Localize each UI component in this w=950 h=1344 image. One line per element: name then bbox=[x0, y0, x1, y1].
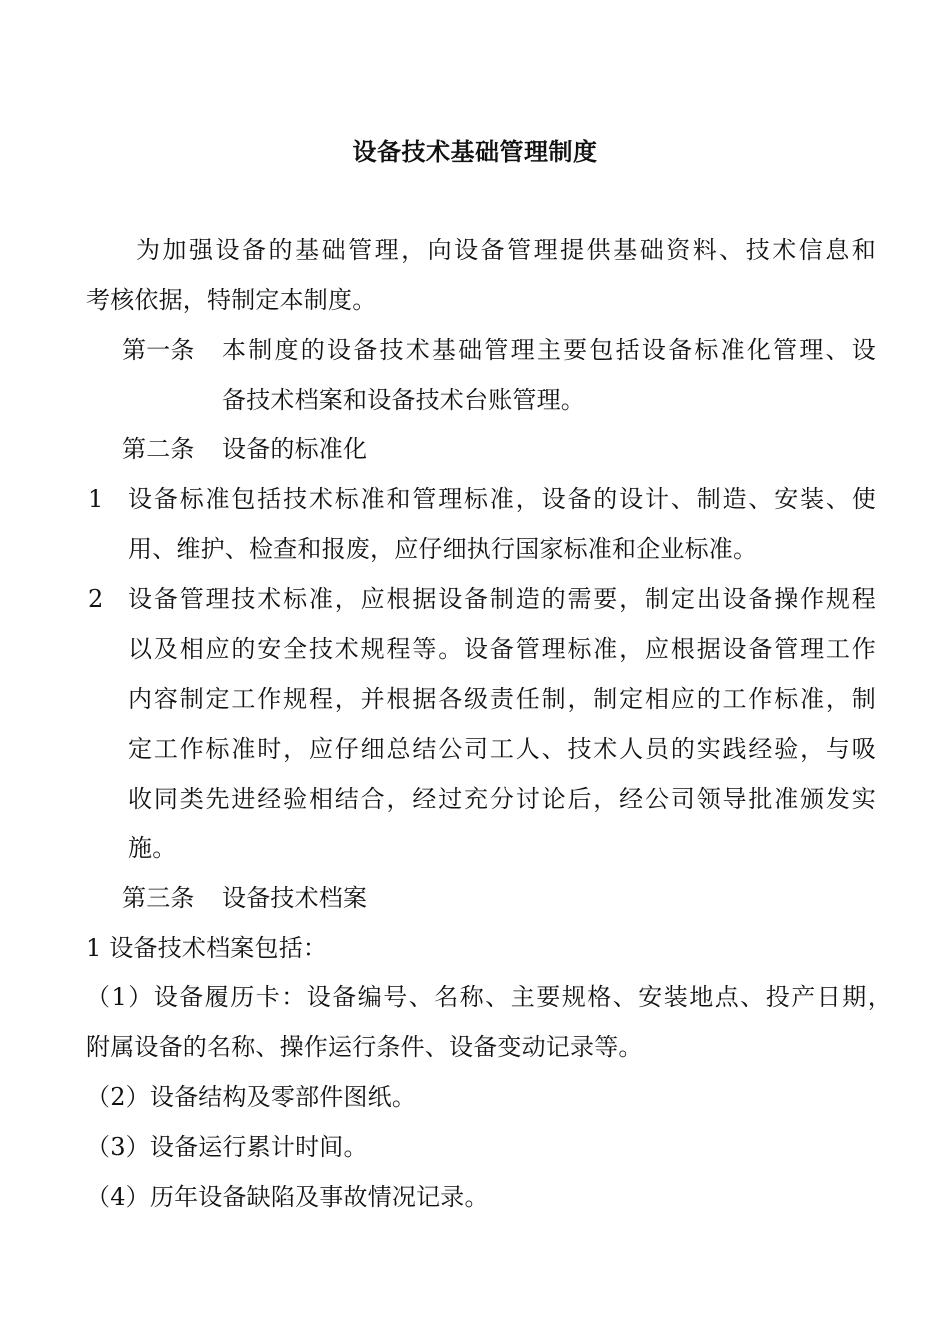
document-title: 设备技术基础管理制度 bbox=[352, 138, 598, 166]
article-2-item-2-line-6: 施。 bbox=[128, 834, 177, 862]
intro-line-2: 考核依据，特制定本制度。 bbox=[86, 286, 377, 314]
article-3-item-4: （4）历年设备缺陷及事故情况记录。 bbox=[86, 1183, 489, 1211]
article-3-sub-1: 1 设备技术档案包括： bbox=[86, 934, 328, 962]
article-3-item-2: （2）设备结构及零部件图纸。 bbox=[86, 1083, 417, 1111]
article-2-item-2-line-4: 定工作标准时，应仔细总结公司工人、技术人员的实践经验，与吸 bbox=[128, 735, 876, 763]
article-3-heading: 设备技术档案 bbox=[222, 884, 368, 912]
article-2-item-2-line-3: 内容制定工作规程，并根据各级责任制，制定相应的工作标准，制 bbox=[128, 685, 876, 713]
article-2-item-2-line-5: 收同类先进经验相结合，经过充分讨论后，经公司领导批准颁发实 bbox=[128, 785, 876, 813]
article-2-item-2-line-1: 设备管理技术标准，应根据设备制造的需要，制定出设备操作规程 bbox=[128, 585, 876, 613]
article-3-item-1-line-2: 附属设备的名称、操作运行条件、设备变动记录等。 bbox=[86, 1033, 643, 1061]
article-2-item-1-number: 1 bbox=[88, 485, 104, 513]
article-2-label: 第二条 bbox=[122, 435, 195, 463]
article-1-label: 第一条 bbox=[122, 336, 195, 364]
article-2-heading: 设备的标准化 bbox=[222, 435, 368, 463]
article-1-line-2: 备技术档案和设备技术台账管理。 bbox=[222, 386, 585, 414]
article-2-item-1-line-1: 设备标准包括技术标准和管理标准，设备的设计、制造、安装、使 bbox=[128, 485, 876, 513]
article-2-item-2-line-2: 以及相应的安全技术规程等。设备管理标准，应根据设备管理工作 bbox=[128, 635, 876, 663]
article-2-item-1-line-2: 用、维护、检查和报废，应仔细执行国家标准和企业标准。 bbox=[128, 535, 758, 563]
article-3-item-1-line-1: （1）设备履历卡：设备编号、名称、主要规格、安装地点、投产日期， bbox=[86, 983, 892, 1011]
article-3-label: 第三条 bbox=[122, 884, 195, 912]
article-1-line-1: 本制度的设备技术基础管理主要包括设备标准化管理、设 bbox=[222, 336, 876, 364]
intro-line-1: 为加强设备的基础管理，向设备管理提供基础资料、技术信息和 bbox=[136, 236, 876, 264]
article-3-item-3: （3）设备运行累计时间。 bbox=[86, 1133, 368, 1161]
article-2-item-2-number: 2 bbox=[88, 585, 104, 613]
